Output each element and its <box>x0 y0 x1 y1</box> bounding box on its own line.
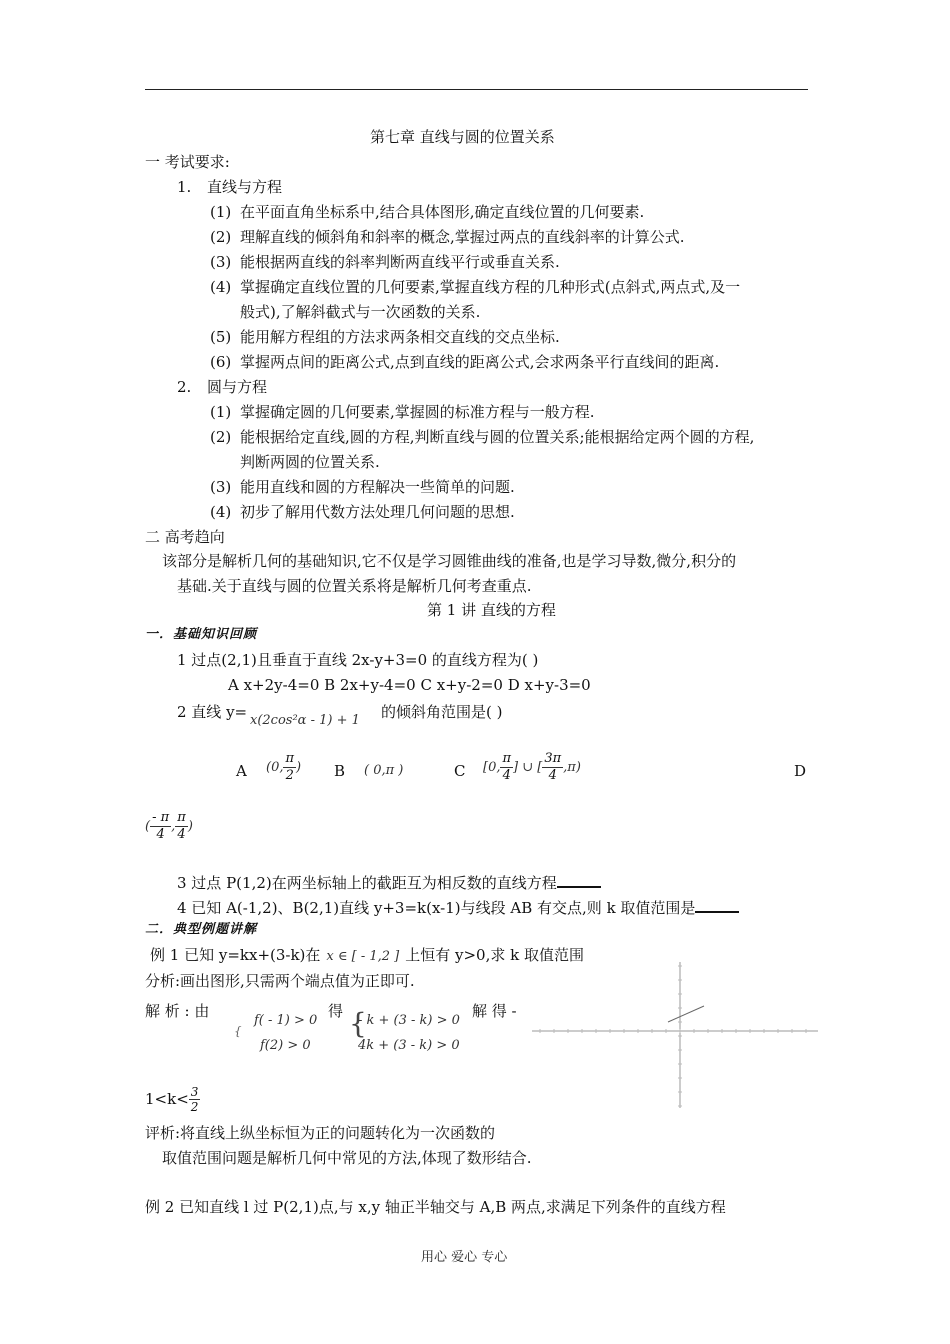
part-heading-basics: 一．基础知识回顾 <box>145 627 258 642</box>
fraction-pi-over-4 <box>500 751 513 783</box>
option-b-label: B <box>334 762 346 780</box>
option-b-value: ( 0,π ) <box>364 763 404 778</box>
denominator: 2 <box>190 1100 199 1115</box>
trends-paragraph-continued: 基础.关于直线与圆的位置关系将是解析几何考查重点. <box>177 577 532 595</box>
brace-left: { <box>234 1024 242 1038</box>
item-text: 能根据给定直线,圆的方程,判断直线与圆的位置关系;能根据给定两个圆的方程, <box>240 428 755 446</box>
item-number: (4) <box>210 503 232 521</box>
denominator: 2 <box>285 767 294 783</box>
option-c-open: [0, <box>483 760 501 776</box>
numerator: 3 <box>190 1085 199 1099</box>
numerator: π <box>177 810 186 825</box>
option-d-close: ) <box>187 819 193 835</box>
example-2-question: 例 2 已知直线 l 过 P(2,1)点,与 x,y 轴正半轴交与 A,B 两点,求满足下列条件的直线方程 <box>145 1198 726 1216</box>
answer-blank <box>557 874 601 888</box>
solution-result-label: 解 得 - <box>472 1002 517 1020</box>
fraction-pi-over-2 <box>283 751 296 783</box>
section-heading-exam-requirements: 一 考试要求: <box>145 153 230 171</box>
numerator: π <box>502 751 512 766</box>
item-number: (1) <box>210 203 232 221</box>
numerator: - π <box>152 810 170 825</box>
item-text: 能用直线和圆的方程解决一些简单的问题. <box>240 478 515 496</box>
coordinate-graph <box>530 960 820 1110</box>
answer-blank <box>695 899 739 913</box>
part-heading-examples: 二．典型例题讲解 <box>145 922 258 937</box>
example-1-text-tail: 上恒有 y>0,求 k 取值范围 <box>405 946 584 964</box>
section-heading-trends: 二 高考趋向 <box>145 528 225 546</box>
answer-range <box>145 1085 200 1115</box>
question-4-text: 4 已知 A(-1,2)、B(2,1)直线 y+3=k(x-1)与线段 AB 有交点,则 k 取值范围是 <box>177 899 696 917</box>
option-a-label: A <box>236 762 247 780</box>
numerator: π <box>285 751 295 766</box>
option-c-label: C <box>454 762 466 780</box>
fraction-3pi-over-4 <box>542 751 563 783</box>
option-a-close: ) <box>296 760 302 776</box>
option-c-close: ,π) <box>563 760 581 776</box>
lecture-title: 第 1 讲 直线的方程 <box>427 601 556 619</box>
item-text-continued: 般式),了解斜截式与一次函数的关系. <box>240 303 481 321</box>
option-d-comma: , <box>171 819 176 835</box>
item-text: 掌握确定圆的几何要素,掌握圆的标准方程与一般方程. <box>240 403 595 421</box>
page-footer: 用心 爱心 专心 <box>421 1250 508 1265</box>
system-1-line-1: f( - 1) > 0 <box>254 1013 318 1028</box>
comment-line-2: 取值范围问题是解析几何中常见的方法,体现了数形结合. <box>162 1149 532 1167</box>
line-y-kx <box>668 1006 704 1022</box>
chapter-title: 第七章 直线与圆的位置关系 <box>370 128 555 146</box>
subsection-title-circles: 圆与方程 <box>207 378 268 396</box>
example-1-question <box>150 946 584 965</box>
question-4 <box>177 899 739 917</box>
item-number: (4) <box>210 278 232 296</box>
item-text: 在平面直角坐标系中,结合具体图形,确定直线位置的几何要素. <box>240 203 645 221</box>
option-c-union: ] ∪ [ <box>513 760 543 776</box>
solution-label: 解 析 : 由 <box>145 1002 210 1020</box>
brace-system-2: { <box>349 1007 367 1040</box>
item-number: (3) <box>210 478 232 496</box>
denominator: 4 <box>502 767 511 783</box>
item-text: 能用解方程组的方法求两条相交直线的交点坐标. <box>240 328 560 346</box>
subsection-label: 1. <box>177 178 192 196</box>
option-d-label: D <box>794 762 807 780</box>
question-1-options: A x+2y-4=0 B 2x+y-4=0 C x+y-2=0 D x+y-3=0 <box>228 676 591 694</box>
numerator: 3π <box>544 751 562 766</box>
option-d-value <box>145 810 193 842</box>
denominator: 4 <box>548 767 557 783</box>
system-2-line-2: 4k + (3 - k) > 0 <box>358 1038 460 1053</box>
fraction-neg-pi-over-4 <box>150 810 171 842</box>
fraction-3-over-2 <box>189 1085 201 1115</box>
item-text: 能根据两直线的斜率判断两直线平行或垂直关系. <box>240 253 560 271</box>
item-text: 掌握两点间的距离公式,点到直线的距离公式,会求两条平行直线间的距离. <box>240 353 720 371</box>
answer-prefix: 1<k< <box>145 1089 189 1108</box>
option-a-value <box>266 751 301 783</box>
solution-de: 得 <box>328 1002 344 1020</box>
option-a-open: (0, <box>266 760 284 776</box>
denominator: 4 <box>156 826 165 842</box>
item-text: 掌握确定直线位置的几何要素,掌握直线方程的几种形式(点斜式,两点式,及一 <box>240 278 741 296</box>
question-2-formula: x(2cos²α - 1) + 1 <box>250 713 360 728</box>
question-3 <box>177 874 601 892</box>
item-number: (1) <box>210 403 232 421</box>
system-2-line-1: - k + (3 - k) > 0 <box>358 1013 460 1028</box>
item-number: (3) <box>210 253 232 271</box>
example-1-analysis: 分析:画出图形,只需两个端点值为正即可. <box>145 972 415 990</box>
item-number: (6) <box>210 353 232 371</box>
item-text: 理解直线的倾斜角和斜率的概念,掌握过两点的直线斜率的计算公式. <box>240 228 685 246</box>
option-c-value <box>483 751 581 783</box>
system-1-line-2: f(2) > 0 <box>260 1038 311 1053</box>
item-number: (5) <box>210 328 232 346</box>
item-text: 初步了解用代数方法处理几何问题的思想. <box>240 503 515 521</box>
subsection-title-lines: 直线与方程 <box>207 178 283 196</box>
denominator: 4 <box>177 826 186 842</box>
comment-line-1: 评析:将直线上纵坐标恒为正的问题转化为一次函数的 <box>145 1124 496 1142</box>
interval-formula: x ∈ [ - 1,2 ] <box>326 949 400 964</box>
example-1-text: 例 1 已知 y=kx+(3-k)在 <box>150 946 321 964</box>
item-number: (2) <box>210 428 232 446</box>
question-2-suffix: 的倾斜角范围是( ) <box>381 703 503 721</box>
fraction-pi-over-4 <box>175 810 188 842</box>
subsection-label: 2. <box>177 378 192 396</box>
header-rule <box>145 89 808 90</box>
question-3-text: 3 过点 P(1,2)在两坐标轴上的截距互为相反数的直线方程 <box>177 874 557 892</box>
axis-ticks <box>540 966 806 1106</box>
trends-paragraph: 该部分是解析几何的基础知识,它不仅是学习圆锥曲线的准备,也是学习导数,微分,积分的 <box>162 552 737 570</box>
question-2-prefix: 2 直线 y= <box>177 703 248 721</box>
question-1: 1 过点(2,1)且垂直于直线 2x-y+3=0 的直线方程为( ) <box>177 651 539 669</box>
item-text-continued: 判断两圆的位置关系. <box>240 453 380 471</box>
item-number: (2) <box>210 228 232 246</box>
option-d-open: ( <box>145 819 151 835</box>
